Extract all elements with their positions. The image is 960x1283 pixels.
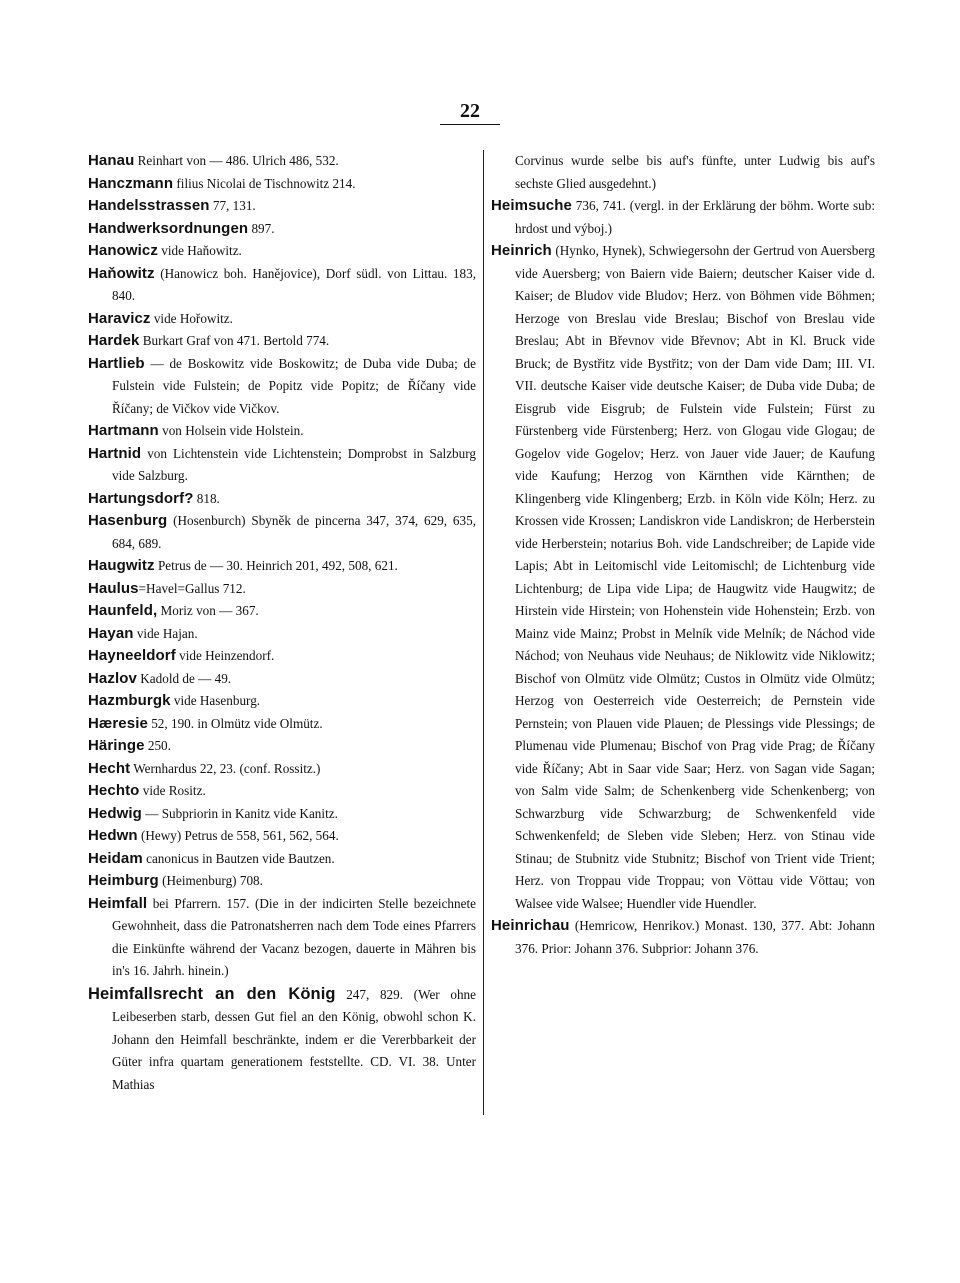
entry-headword: Hæresie xyxy=(88,714,148,732)
index-entry xyxy=(88,150,476,173)
entry-headword: Haugwitz xyxy=(88,557,155,574)
entry-headword: Hechto xyxy=(88,782,140,799)
entry-text: Burkart Graf von 471. Bertold 774. xyxy=(139,333,330,348)
entry-text: vide Hasenburg. xyxy=(170,693,261,708)
index-entry xyxy=(491,240,875,915)
entry-headword: Hasenburg xyxy=(88,512,168,529)
entry-text: Petrus de — 30. Heinrich 201, 492, 508, 621. xyxy=(154,558,398,573)
page-number: 22 xyxy=(460,100,480,122)
left-column xyxy=(88,150,476,1096)
entry-text: 736, 741. (vergl. in der Erklärung der böhm. Worte sub: hrdost und výboj.) xyxy=(515,198,875,236)
entry-headword: Hanczmann xyxy=(88,174,174,192)
entry-text: (Hemricow, Henrikov.) Monast. 130, 377. Abt: Johann 376. Prior: Johann 376. Subprior: Johann 376. xyxy=(515,918,875,956)
entry-headword: Hazlov xyxy=(88,669,137,687)
entry-text: filius Nicolai de Tischnowitz 214. xyxy=(173,175,356,191)
index-entry xyxy=(88,600,476,623)
entry-headword: Hanowicz xyxy=(88,242,158,259)
index-entry xyxy=(88,510,476,555)
entry-headword: Häringe xyxy=(88,737,145,754)
entry-text: Kadold de — 49. xyxy=(136,670,232,686)
right-column xyxy=(491,150,875,960)
index-entry xyxy=(88,195,476,218)
entry-text: Reinhart von — 486. Ulrich 486, 532. xyxy=(134,153,339,168)
index-entry xyxy=(88,825,476,848)
entry-text: von Holsein vide Holstein. xyxy=(158,423,304,438)
entry-text: 247, 829. (Wer ohne Leibeserben starb, dessen Gut fiel an den König, obwohl schon K. Johann den Heimfall beschränkte, indem er die Vererbbarkeit der Güter infra quartam generationem feststellte. CD. VI. 38. Unter Mathias xyxy=(112,986,476,1092)
index-entry xyxy=(88,555,476,578)
entry-text: Moriz von — 367. xyxy=(157,603,259,618)
index-entry xyxy=(88,983,476,1097)
entry-text: 77, 131. xyxy=(209,198,256,213)
entry-text: (Hosenburch) Sbyněk de pincerna 347, 374, 629, 635, 684, 689. xyxy=(112,513,476,551)
entry-headword: Hardek xyxy=(88,332,140,349)
index-entry xyxy=(88,780,476,803)
entry-headword: Hayan xyxy=(88,624,134,642)
entry-text: =Havel=Gallus 712. xyxy=(138,580,246,596)
entry-headword: Hecht xyxy=(88,759,131,777)
entry-text: vide Hajan. xyxy=(133,625,198,641)
entry-text: (Hanowicz boh. Hanějovice), Dorf südl. von Littau. 183, 840. xyxy=(112,265,476,303)
entry-text: vide Rositz. xyxy=(139,783,206,798)
entry-headword: Heinrichau xyxy=(491,917,570,934)
index-entry xyxy=(88,735,476,758)
entry-text: — Subpriorin in Kanitz vide Kanitz. xyxy=(141,805,338,821)
index-entry xyxy=(491,150,875,195)
entry-headword: Handelsstrassen xyxy=(88,197,210,214)
entry-headword: Hayneeldorf xyxy=(88,647,176,664)
index-entry xyxy=(88,870,476,893)
entry-text: 818. xyxy=(193,490,220,506)
index-entry xyxy=(88,713,476,736)
index-entry xyxy=(88,803,476,826)
index-entry xyxy=(88,668,476,691)
entry-headword: Hedwn xyxy=(88,827,138,844)
index-entry xyxy=(88,173,476,196)
index-entry xyxy=(88,848,476,871)
entry-headword: Hazmburgk xyxy=(88,692,171,709)
index-entry xyxy=(88,443,476,488)
index-entry xyxy=(88,758,476,781)
entry-headword: Heinrich xyxy=(491,242,552,259)
index-entry xyxy=(88,488,476,511)
entry-headword: Hedwig xyxy=(88,804,142,822)
index-entry xyxy=(88,218,476,241)
entry-text: (Hynko, Hynek), Schwiegersohn der Gertrud von Auersberg vide Auersberg; von Baiern vide Baiern; deutscher Kaiser vide d. Kaiser; de Bludov vide Bludov; Herz. von Böhmen vide Böhmen; Herzoge von Breslau vide Breslau; Bischof von Breslau vide Breslau; Abt in Břevnov vide Břevnov; Abt in Kl. Bruck vide Bruck; de Bystřitz vide Bystřitz; von der Dam vide Dam; III. VI. VII. deutsche Kaiser vide deutsche Kaiser; de Duba vide Duba; de Eisgrub vide Eisgrub; de Fulstein vide Fulstein; Fürst zu Fürstenberg vide Fürstenberg; Herz. von Glogau vide Glogau; de Gogelov vide Gogelov; Herz. von Jauer vide Jauer; de Kaufung vide Kaufung; Herzog von Kärnthen vide Kärnthen; de Klingenberg vide Klingenberg; Erzb. in Köln vide Köln; Herz. zu Krossen vide Krossen; Landiskron vide Landiskron; de Herberstein vide Herberstein; notarius Boh. vide Landschreiber; de Lapide vide Lapis; Abt in Leitomischl vide Leitomischl; de Lichtenburg vide Lichtenburg; de Lipa vide Lipa; de Haugwitz vide Haugwitz; de Hirstein vide Hirstein; von Hohenstein vide Hohenstein; Erzb. von Mainz vide Mainz; Probst in Melník vide Melník; de Náchod vide Náchod; von Neuhaus vide Neuhaus; de Niklowitz vide Niklowitz; Bischof von Olmütz vide Olmütz; Custos in Olmütz vide Olmütz; Herzog von Oesterreich vide Oesterreich; de Pernstein vide Pernstein; von Plauen vide Plauen; de Plessings vide Plessings; de Plumenau vide Plumenau; Bischof von Prag vide Prag; de Říčany vide Říčany; Abt in Saar vide Saar; Herz. von Sagan vide Sagan; von Salm vide Salm; de Schenkenberg vide Schenkenberg; von Schwarzburg vide Schwarzburg; de Schwenkenfeld vide Schwenkenfeld; de Sleben vide Sleben; Herz. von Stinau vide Stinau; de Stubnitz vide Stubnitz; Bischof von Trient vide Trient; Herz. von Troppau vide Troppau; von Vöttau vide Vöttau; von Walsee vide Walsee; Huendler vide Huendler. xyxy=(515,243,875,911)
entry-text: (Hewy) Petrus de 558, 561, 562, 564. xyxy=(137,828,339,843)
entry-headword: Heidam xyxy=(88,849,143,867)
entry-text: (Heimenburg) 708. xyxy=(158,873,263,888)
entry-text: bei Pfarrern. 157. (Die in der indicirten Stelle bezeichnete Gewohnheit, dass die Patronatsherren nach dem Tode eines Pfarrers die Einkünfte während der Vacanz bezogen, dauerte in Mähren bis in's 16. Jahrh. hinein.) xyxy=(112,895,476,978)
index-entry xyxy=(88,330,476,353)
index-entry xyxy=(491,195,875,240)
entry-headword: Haunfeld, xyxy=(88,602,158,619)
entry-text: 52, 190. in Olmütz vide Olmütz. xyxy=(147,715,323,731)
entry-headword: Heimfall xyxy=(88,894,148,912)
index-entry xyxy=(88,263,476,308)
entry-text: — de Boskowitz vide Boskowitz; de Duba vide Duba; de Fulstein vide Fulstein; de Popitz vide Popitz; de Říčany vide Říčany; de Vičkov vide Vičkov. xyxy=(112,355,476,416)
index-entry xyxy=(88,353,476,421)
index-entry xyxy=(88,578,476,601)
entry-headword: Hartlieb xyxy=(88,354,145,372)
index-entry xyxy=(88,240,476,263)
entry-headword: Heimsuche xyxy=(491,197,572,214)
index-entry xyxy=(491,915,875,960)
entry-headword: Haňowitz xyxy=(88,264,155,282)
index-entry xyxy=(88,420,476,443)
entry-text: vide Hořowitz. xyxy=(150,310,233,326)
entry-text: Wernhardus 22, 23. (conf. Rossitz.) xyxy=(130,760,321,776)
entry-text: Corvinus wurde selbe bis auf's fünfte, unter Ludwig bis auf's sechste Glied ausgedehnt.) xyxy=(515,153,875,191)
entry-text: vide Haňowitz. xyxy=(157,243,242,258)
entry-text: vide Heinzendorf. xyxy=(175,648,275,663)
entry-headword: Heimfallsrecht an den König xyxy=(88,984,336,1003)
entry-headword: Heimburg xyxy=(88,872,159,889)
index-entry xyxy=(88,645,476,668)
entry-text: von Lichtenstein vide Lichtenstein; Domprobst in Salzburg vide Salzburg. xyxy=(112,445,476,483)
index-entry xyxy=(88,623,476,646)
entry-headword: Hartungsdorf? xyxy=(88,489,194,507)
entry-text: canonicus in Bautzen vide Bautzen. xyxy=(142,850,335,866)
entry-text: 897. xyxy=(248,220,275,236)
index-entry xyxy=(88,690,476,713)
entry-headword: Haulus xyxy=(88,579,139,597)
entry-text: 250. xyxy=(144,738,171,753)
entry-headword: Haravicz xyxy=(88,309,151,327)
index-entry xyxy=(88,308,476,331)
page-number-rule xyxy=(440,124,500,125)
column-divider xyxy=(483,150,484,1115)
entry-headword: Hartmann xyxy=(88,422,159,439)
entry-headword: Handwerksordnungen xyxy=(88,219,249,237)
entry-headword: Hartnid xyxy=(88,444,142,462)
entry-headword: Hanau xyxy=(88,152,135,169)
index-entry xyxy=(88,893,476,983)
